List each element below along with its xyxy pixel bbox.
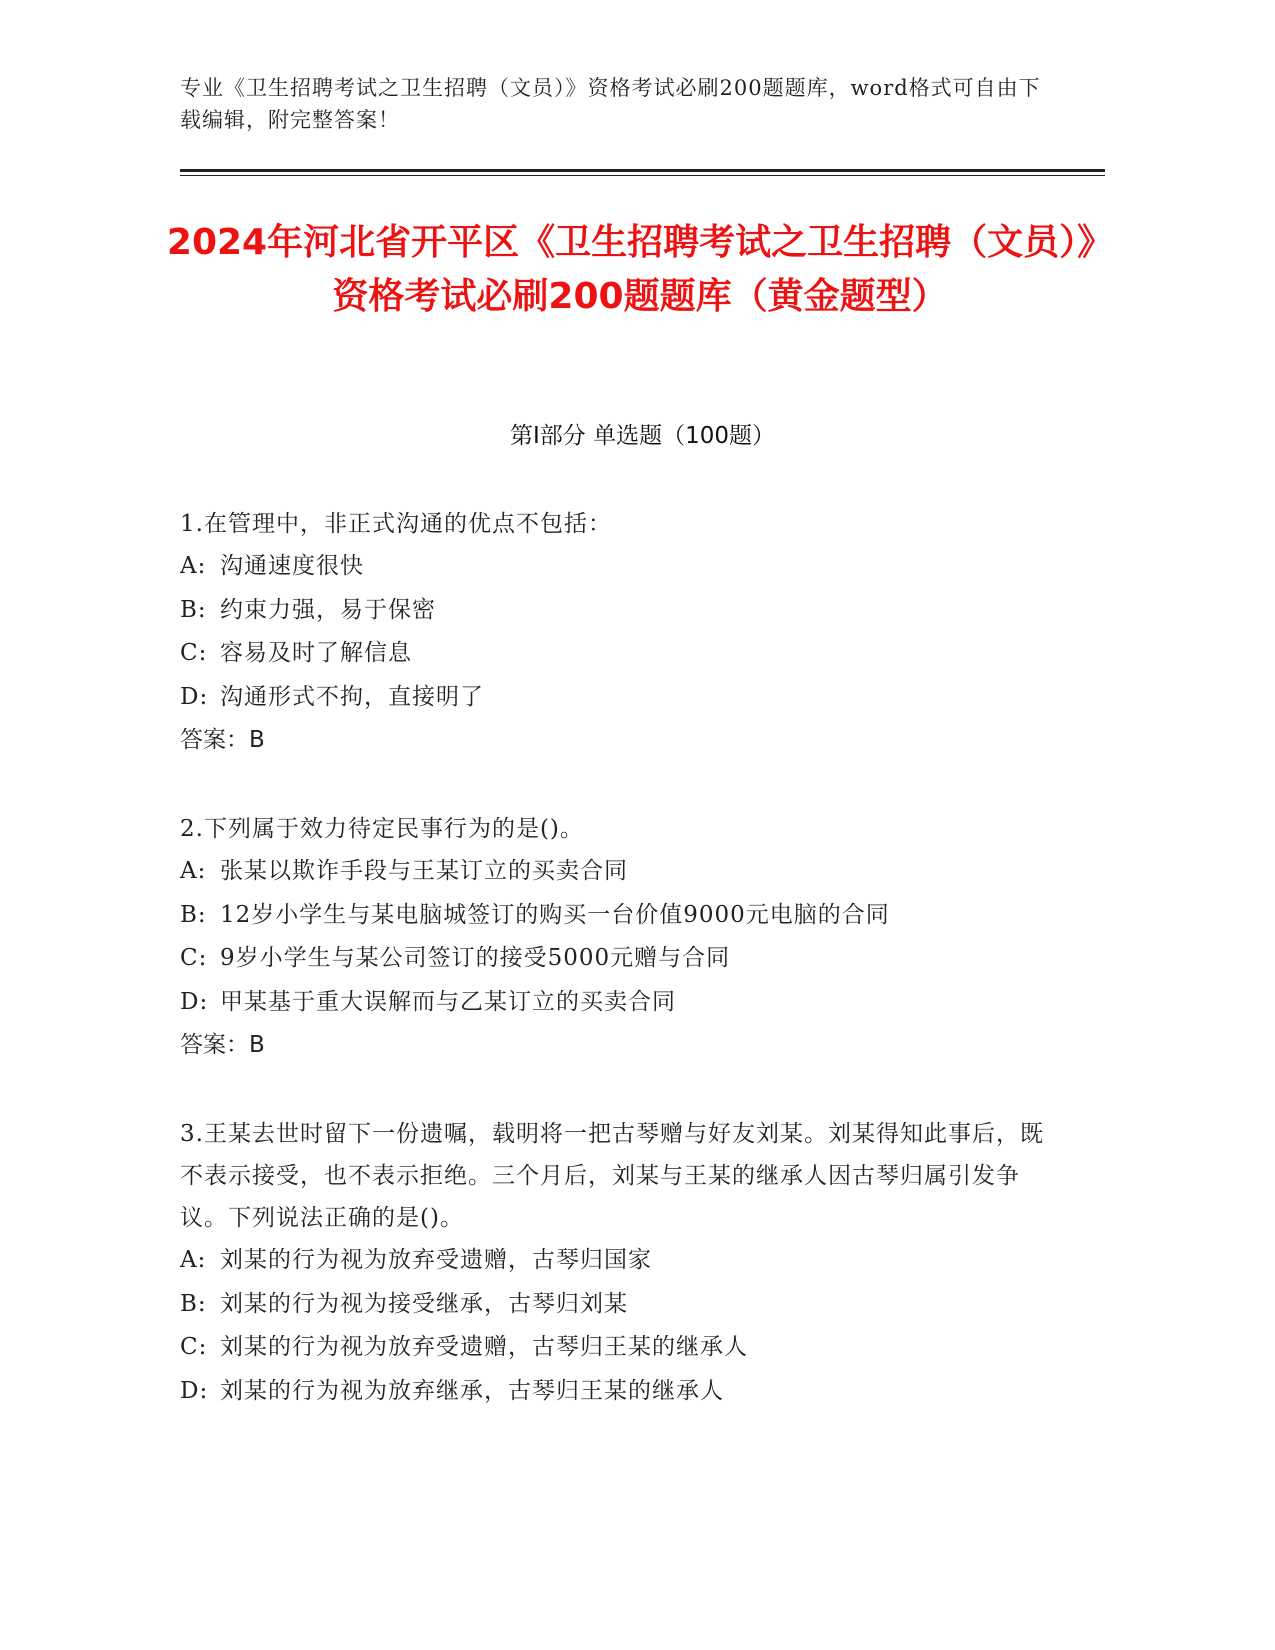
option-a: [180, 850, 1060, 894]
option-text: 约束力强，易于保密: [220, 596, 436, 623]
option-c: [180, 632, 1060, 676]
section-heading: 第I部分 单选题（100题）: [510, 423, 775, 449]
question-stem: 3.王某去世时留下一份遗嘱，载明将一把古琴赠与好友刘某。刘某得知此事后，既不表示接受，也不表示拒绝。三个月后，刘某与王某的继承人因古琴归属引发争议。下列说法正确的是()。: [180, 1121, 1044, 1231]
option-c: [180, 1326, 1060, 1370]
option-text: 容易及时了解信息: [220, 640, 412, 666]
option-key: C:: [180, 640, 208, 666]
header-rule-thick: [180, 169, 1105, 172]
option-key: C:: [180, 1334, 208, 1360]
option-b: [180, 894, 1060, 938]
option-d: [180, 1370, 1060, 1414]
option-key: D:: [180, 988, 209, 1015]
document-title: 2024年河北省开平区《卫生招聘考试之卫生招聘（文员）》资格考试必刷200题题库（黄金题型）: [166, 222, 1114, 317]
option-text: 甲某基于重大误解而与乙某订立的买卖合同: [220, 988, 676, 1015]
option-text: 张某以欺诈手段与王某订立的买卖合同: [220, 858, 628, 884]
question-1: [180, 503, 1060, 763]
option-key: B:: [180, 596, 207, 623]
question-3: [180, 1113, 1060, 1413]
option-key: A:: [180, 858, 207, 884]
option-text: 刘某的行为视为接受继承，古琴归刘某: [220, 1290, 628, 1317]
answer-line: 答案：B: [180, 1032, 265, 1058]
option-text: 9岁小学生与某公司签订的接受5000元赠与合同: [220, 945, 731, 971]
option-key: D:: [180, 683, 209, 710]
answer-line: 答案：B: [180, 727, 265, 753]
option-key: B:: [180, 1290, 207, 1317]
question-2: [180, 808, 1060, 1068]
option-key: C:: [180, 945, 208, 971]
option-a: [180, 1239, 1060, 1283]
header-note: 专业《卫生招聘考试之卫生招聘（文员）》资格考试必刷200题题库，word格式可自由下载编辑，附完整答案！: [180, 76, 1041, 132]
option-text: 12岁小学生与某电脑城签订的购买一台价值9000元电脑的合同: [220, 901, 890, 928]
option-d: [180, 676, 1060, 720]
option-text: 刘某的行为视为放弃受遗赠，古琴归国家: [220, 1247, 652, 1273]
option-key: A:: [180, 553, 207, 579]
option-key: D:: [180, 1377, 209, 1404]
option-text: 刘某的行为视为放弃继承，古琴归王某的继承人: [220, 1377, 724, 1404]
option-c: [180, 937, 1060, 981]
option-d: [180, 981, 1060, 1025]
option-b: [180, 589, 1060, 633]
question-stem: 1.在管理中，非正式沟通的优点不包括：: [180, 511, 612, 537]
option-text: 刘某的行为视为放弃受遗赠，古琴归王某的继承人: [220, 1334, 748, 1360]
option-text: 沟通形式不拘，直接明了: [220, 683, 484, 710]
option-key: B:: [180, 901, 207, 928]
option-a: [180, 545, 1060, 589]
option-key: A:: [180, 1247, 207, 1273]
question-stem: 2.下列属于效力待定民事行为的是()。: [180, 816, 584, 842]
option-text: 沟通速度很快: [220, 553, 364, 579]
header-rule-thin: [180, 175, 1105, 176]
option-b: [180, 1283, 1060, 1327]
